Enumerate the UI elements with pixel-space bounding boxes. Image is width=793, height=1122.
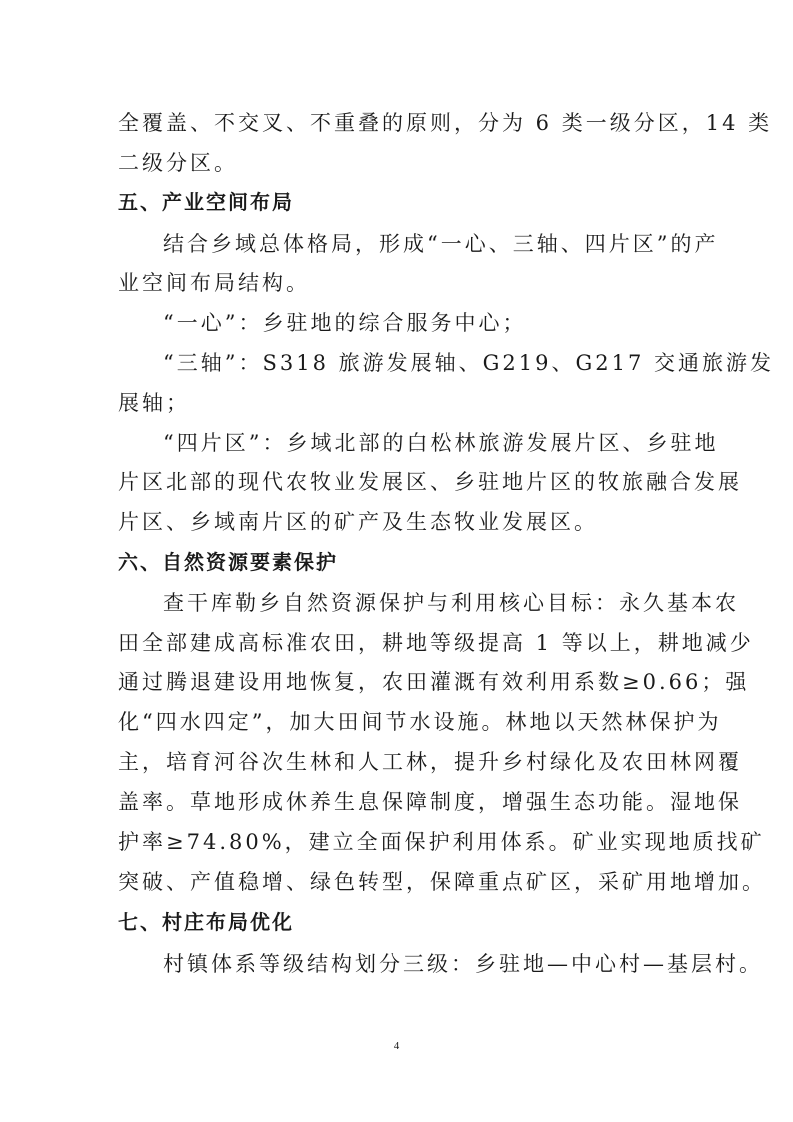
body-text-line: 查干库勒乡自然资源保护与利用核心目标：永久基本农 bbox=[163, 591, 739, 615]
body-text-line: 通过腾退建设用地恢复，农田灌溉有效利用系数≥0.66；强 bbox=[118, 670, 750, 694]
body-text-line: 展轴； bbox=[118, 391, 190, 415]
body-text-line: 主，培育河谷次生林和人工林，提升乡村绿化及农田林网覆 bbox=[118, 750, 742, 774]
section-heading-resource-protection: 六、自然资源要素保护 bbox=[118, 550, 338, 574]
body-text-line: 突破、产值稳增、绿色转型，保障重点矿区，采矿用地增加。 bbox=[118, 870, 766, 894]
body-text-line: 村镇体系等级结构划分三级：乡驻地—中心村—基层村。 bbox=[163, 952, 763, 976]
body-text-line: 结合乡域总体格局，形成“一心、三轴、四片区”的产 bbox=[163, 232, 719, 256]
body-text-line: 片区北部的现代农牧业发展区、乡驻地片区的牧旅融合发展 bbox=[118, 470, 742, 494]
body-text-line: 全覆盖、不交叉、不重叠的原则，分为 6 类一级分区，14 类 bbox=[118, 111, 773, 135]
body-text-line: 片区、乡域南片区的矿产及生态牧业发展区。 bbox=[118, 510, 598, 534]
body-text-line: “三轴”：S318 旅游发展轴、G219、G217 交通旅游发 bbox=[163, 351, 775, 375]
page-number: 4 bbox=[393, 1040, 400, 1052]
body-text-line: “四片区”：乡域北部的白松林旅游发展片区、乡驻地 bbox=[163, 431, 719, 455]
section-heading-industry-layout: 五、产业空间布局 bbox=[118, 190, 294, 214]
body-text-line: 护率≥74.80%，建立全面保护利用体系。矿业实现地质找矿 bbox=[118, 830, 765, 854]
body-text-line: 化“四水四定”，加大田间节水设施。林地以天然林保护为 bbox=[118, 710, 722, 734]
body-text-line: 盖率。草地形成休养生息保障制度，增强生态功能。湿地保 bbox=[118, 790, 742, 814]
section-heading-village-layout: 七、村庄布局优化 bbox=[118, 910, 294, 934]
body-text-line: 二级分区。 bbox=[118, 151, 238, 175]
body-text-line: 业空间布局结构。 bbox=[118, 271, 310, 295]
body-text-line: 田全部建成高标准农田，耕地等级提高 1 等以上，耕地减少 bbox=[118, 631, 754, 655]
body-text-line: “一心”：乡驻地的综合服务中心； bbox=[163, 311, 527, 335]
